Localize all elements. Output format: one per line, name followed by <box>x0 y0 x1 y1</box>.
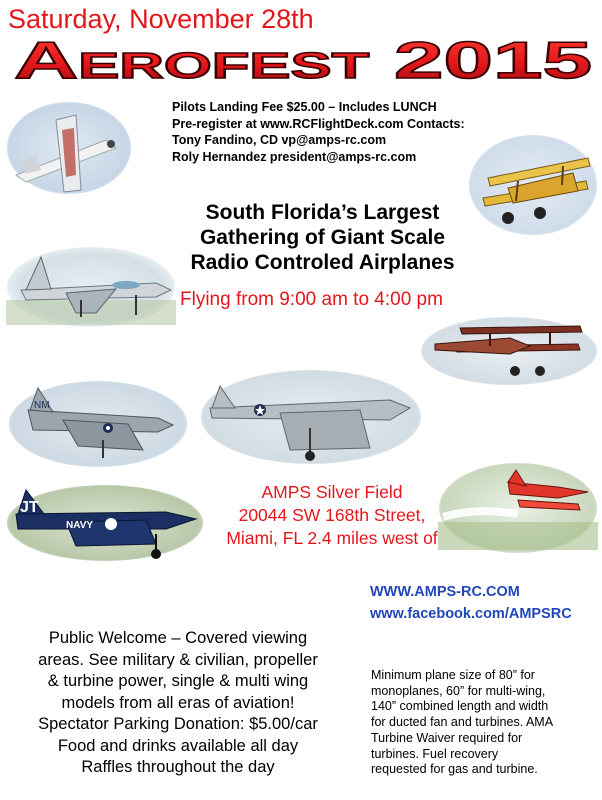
tagline <box>150 200 495 275</box>
stearman-biplane-photo <box>420 316 598 386</box>
public-line-7: Raffles throughout the day <box>81 758 275 776</box>
event-title <box>8 30 598 88</box>
corsair-navy-text: NAVY <box>66 520 94 531</box>
req-line-3: 140” combined length and width <box>371 699 549 714</box>
public-line-4: models from all eras of aviation! <box>61 693 295 712</box>
skyraider-photo <box>8 380 188 468</box>
public-line-3: & turbine power, single & multi wing <box>47 672 309 690</box>
tagline-line-1: South Florida’s Largest <box>205 201 440 224</box>
corsair-navy-photo <box>6 484 204 562</box>
landing-fee: Pilots Landing Fee $25.00 – Includes LUNCH <box>172 100 437 114</box>
contact-cd: Tony Fandino, CD vp@amps-rc.com <box>172 133 387 147</box>
cessna-airplane-photo <box>6 100 132 195</box>
aerobatic-biplane-photo <box>438 462 598 554</box>
corsair-tail-code: JT <box>20 499 39 516</box>
jet-trainer-photo <box>6 245 176 330</box>
links-block <box>370 581 572 625</box>
req-line-1: Minimum plane size of 80” for <box>371 668 535 682</box>
facebook-link[interactable]: www.facebook.com/AMPSRC <box>370 606 572 622</box>
req-line-4: for ducted fan and turbines. AMA <box>371 715 554 730</box>
tagline-line-3: Radio Controled Airplanes <box>190 251 455 274</box>
event-date: Saturday, November 28th <box>8 4 314 34</box>
plane-requirements <box>371 668 599 778</box>
req-line-2: monoplanes, 60” for multi-wing, <box>371 683 546 698</box>
website-link[interactable]: WWW.AMPS-RC.COM <box>370 584 520 600</box>
public-line-5: Spectator Parking Donation: $5.00/car <box>38 715 318 733</box>
contact-president: Roly Hernandez president@amps-rc.com <box>172 149 417 164</box>
flying-hours: Flying from 9:00 am to 4:00 pm <box>180 289 443 310</box>
event-title-text: Aerofest 2015 <box>14 32 592 88</box>
svg-text:NM: NM <box>34 400 50 411</box>
dc3-transport-photo <box>200 368 422 466</box>
yellow-biplane-photo <box>468 133 598 238</box>
public-line-6: Food and drinks available all day <box>57 736 299 755</box>
req-line-7: requested for gas and turbine. <box>371 762 538 777</box>
field-name: AMPS Silver Field <box>261 482 403 502</box>
preregister: Pre-register at www.RCFlightDeck.com Contacts: <box>172 116 465 131</box>
public-line-1: Public Welcome – Covered viewing <box>48 629 308 647</box>
contact-block <box>172 99 465 165</box>
public-info <box>4 628 352 779</box>
field-city: Miami, FL 2.4 miles west of <box>226 528 438 548</box>
location-block <box>222 481 442 550</box>
field-street: 20044 SW 168th Street, <box>238 505 426 525</box>
public-line-2: areas. See military & civilian, propeller <box>38 650 318 669</box>
req-line-5: Turbine Waiver required for <box>371 730 523 745</box>
req-line-6: turbines. Fuel recovery <box>371 746 499 761</box>
tagline-line-2: Gathering of Giant Scale <box>199 226 446 249</box>
